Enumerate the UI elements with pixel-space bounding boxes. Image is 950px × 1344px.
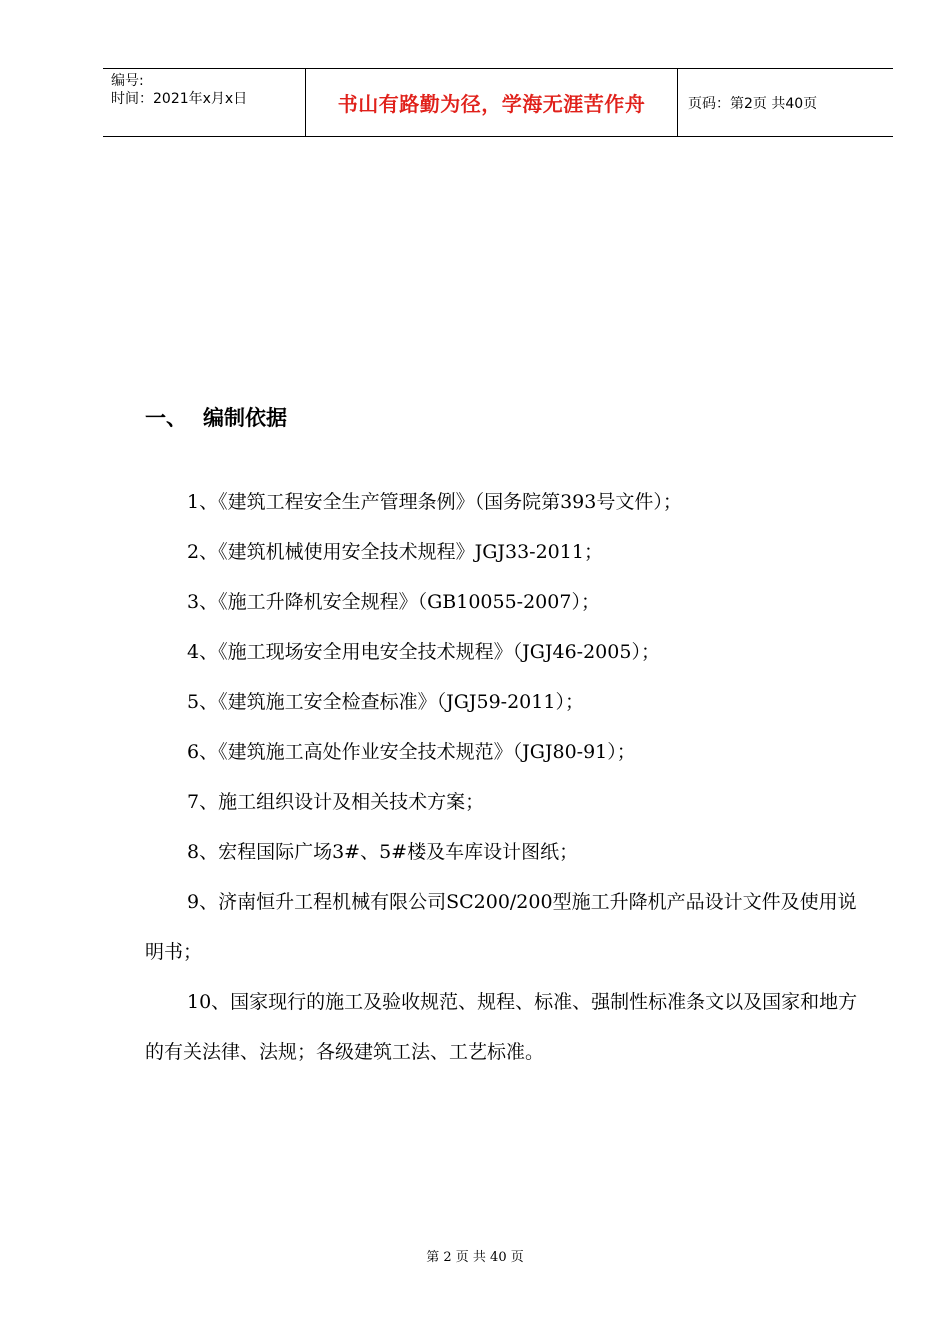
section-heading bbox=[145, 402, 287, 432]
list-item: 5、《建筑施工安全检查标准》（JGJ59-2011）； bbox=[187, 691, 584, 713]
list-item: 10、国家现行的施工及验收规范、规程、标准、强制性标准条文以及国家和地方的有关法律、法规；各级建筑工法、工艺标准。 bbox=[145, 991, 858, 1063]
list-item: 1、《建筑工程安全生产管理条例》（国务院第393号文件）； bbox=[187, 491, 682, 513]
header-page-info: 页码：第2页 共40页 bbox=[688, 95, 818, 112]
section-title: 编制依据 bbox=[203, 406, 287, 430]
header-motto: 书山有路勤为径，学海无涯苦作舟 bbox=[305, 69, 678, 136]
list-item: 6、《建筑施工高处作业安全技术规范》（JGJ80-91）； bbox=[187, 741, 636, 763]
time-label: 时间：2021年x月x日 bbox=[111, 91, 248, 107]
basis-list bbox=[145, 477, 865, 1077]
page-header bbox=[103, 68, 893, 137]
section-number: 一、 bbox=[145, 406, 187, 430]
list-item: 3、《施工升降机安全规程》（GB10055-2007）； bbox=[187, 591, 600, 613]
list-item: 9、济南恒升工程机械有限公司SC200/200型施工升降机产品设计文件及使用说明书； bbox=[145, 891, 857, 963]
list-item: 7、施工组织设计及相关技术方案； bbox=[187, 791, 485, 813]
header-meta bbox=[103, 69, 305, 136]
list-item: 8、宏程国际广场3#、5#楼及车库设计图纸； bbox=[187, 841, 579, 863]
number-label: 编号: bbox=[111, 73, 144, 89]
list-item: 2、《建筑机械使用安全技术规程》JGJ33-2011； bbox=[187, 541, 603, 563]
page-footer: 第 2 页 共 40 页 bbox=[426, 1250, 524, 1265]
list-item: 4、《施工现场安全用电安全技术规程》（JGJ46-2005）； bbox=[187, 641, 660, 663]
